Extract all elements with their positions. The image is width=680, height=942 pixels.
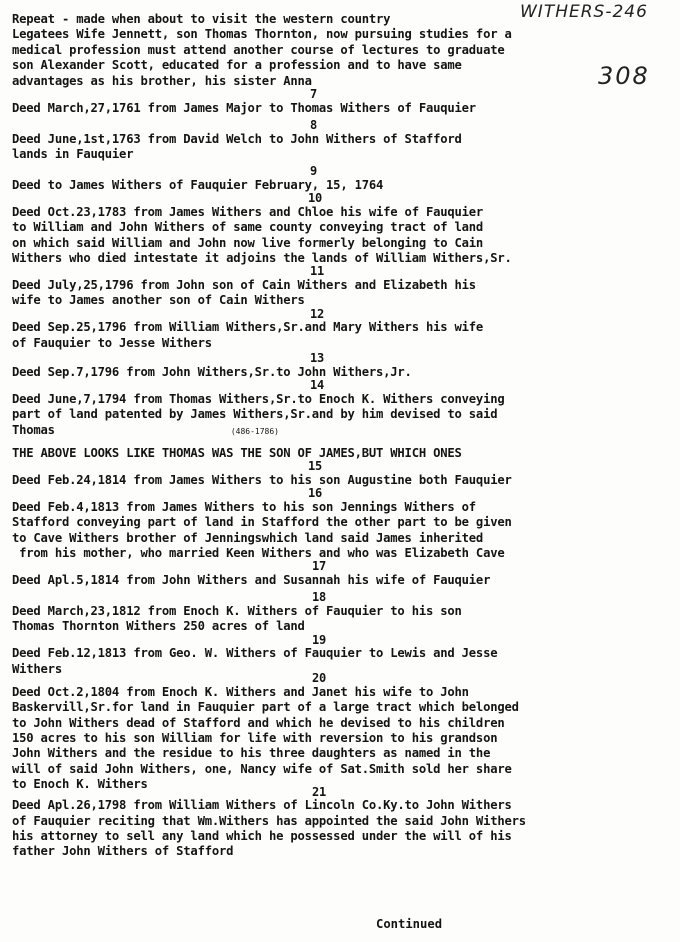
text-line: medical profession must attend another course of lectures to graduate bbox=[12, 42, 505, 57]
deed-entry bbox=[12, 561, 674, 588]
entry-number: 12 bbox=[310, 306, 325, 321]
text-line: Withers bbox=[12, 661, 62, 676]
text-line: Deed Oct.2,1804 from Enoch K. Withers and Janet his wife to John bbox=[12, 684, 469, 699]
deed-entry bbox=[12, 488, 674, 561]
entry-number: 20 bbox=[312, 671, 327, 686]
text-line: advantages as his brother, his sister Anna bbox=[12, 73, 312, 88]
text-line: to John Withers dead of Stafford and which he devised to his children bbox=[12, 715, 505, 730]
text-line: Thomas Thornton Withers 250 acres of land bbox=[12, 619, 305, 634]
text-line: on which said William and John now live formerly belonging to Cain bbox=[12, 235, 484, 250]
entry-number: 15 bbox=[308, 459, 323, 474]
text-line: Deed Apl.5,1814 from John Withers and Susannah his wife of Fauquier bbox=[12, 573, 491, 588]
text-line bbox=[12, 423, 674, 438]
entry-number: 9 bbox=[310, 164, 318, 179]
text-line: to Enoch K. Withers bbox=[12, 777, 148, 792]
text-line: son Alexander Scott, educated for a profession and to have same bbox=[12, 58, 462, 73]
deed-entry bbox=[12, 673, 674, 792]
deed-entry bbox=[12, 461, 674, 488]
text-line: THE ABOVE LOOKS LIKE THOMAS WAS THE SON OF JAMES,BUT WHICH ONES bbox=[12, 445, 462, 460]
continued-label: Continued bbox=[376, 917, 443, 931]
document-body bbox=[12, 12, 674, 860]
deed-entry bbox=[12, 86, 674, 116]
entry-number: 11 bbox=[310, 264, 325, 279]
text-line: Deed June,1st,1763 from David Welch to John Withers of Stafford bbox=[12, 131, 462, 146]
text-line: Repeat - made when about to visit the western country bbox=[12, 12, 391, 26]
deed-entry bbox=[12, 306, 674, 351]
text-line: Deed July,25,1796 from John son of Cain Withers and Elizabeth his bbox=[12, 278, 476, 293]
intro-paragraph bbox=[12, 12, 674, 89]
text-line: from his mother, who married Keen Withers and who was Elizabeth Cave bbox=[12, 546, 505, 561]
text-line: to William and John Withers of same county conveying tract of land bbox=[12, 220, 484, 235]
text-line: Stafford conveying part of land in Stafford the other part to be given bbox=[12, 515, 512, 530]
text-line: will of said John Withers, one, Nancy wife of Sat.Smith sold her share bbox=[12, 761, 512, 776]
text-line: Deed Feb.4,1813 from James Withers to his son Jennings Withers of bbox=[12, 499, 476, 514]
remark-line bbox=[12, 446, 674, 461]
text-line: Deed Sep.7,1796 from John Withers,Sr.to John Withers,Jr. bbox=[12, 364, 412, 379]
deed-entry bbox=[12, 380, 674, 438]
text-line: of Fauquier to Jesse Withers bbox=[12, 335, 212, 350]
deed-entry bbox=[12, 632, 674, 677]
text-line: father John Withers of Stafford bbox=[12, 844, 234, 859]
deed-entry bbox=[12, 353, 674, 380]
text-line: Deed Apl.26,1798 from William Withers of Lincoln Co.Ky.to John Withers bbox=[12, 798, 512, 813]
entry-number: 14 bbox=[310, 378, 325, 393]
text-line: Deed to James Withers of Fauquier February, 15, 1764 bbox=[12, 177, 384, 192]
text-line: part of land patented by James Withers,Sr.and by him devised to said bbox=[12, 407, 498, 422]
text-line: Deed Feb.12,1813 from Geo. W. Withers of Fauquier to Lewis and Jesse bbox=[12, 646, 498, 661]
entry-number: 8 bbox=[310, 117, 318, 132]
text-line: lands in Fauquier bbox=[12, 146, 134, 161]
handwritten-page-number: 308 bbox=[598, 62, 650, 90]
deed-entry bbox=[12, 117, 674, 162]
deed-entry bbox=[12, 592, 674, 634]
handwritten-label: WITHERS-246 bbox=[520, 2, 648, 22]
text-line: Withers who died intestate it adjoins the lands of William Withers,Sr. bbox=[12, 251, 512, 266]
entry-number: 10 bbox=[308, 191, 323, 206]
text-line: wife to James another son of Cain Withers bbox=[12, 293, 305, 308]
deed-entry bbox=[12, 266, 674, 308]
text-line: Deed Feb.24,1814 from James Withers to his son Augustine both Fauquier bbox=[12, 472, 512, 487]
text-line-part: Thomas bbox=[12, 422, 55, 437]
entry-number: 21 bbox=[312, 784, 327, 799]
text-line: 150 acres to his son William for life with reversion to his grandson bbox=[12, 730, 498, 745]
entry-number: 19 bbox=[312, 632, 327, 647]
entry-number: 16 bbox=[308, 486, 323, 501]
text-line: Legatees Wife Jennett, son Thomas Thornton, now pursuing studies for a bbox=[12, 27, 512, 42]
entry-number: 17 bbox=[312, 559, 327, 574]
text-line: Deed Oct.23,1783 from James Withers and Chloe his wife of Fauquier bbox=[12, 204, 484, 219]
text-line: Deed March,27,1761 from James Major to Thomas Withers of Fauquier bbox=[12, 100, 476, 115]
deed-entry bbox=[12, 166, 674, 193]
text-line: Deed Sep.25,1796 from William Withers,Sr.and Mary Withers his wife bbox=[12, 320, 484, 335]
text-line: of Fauquier reciting that Wm.Withers has appointed the said John Withers bbox=[12, 813, 526, 828]
bracketed-note: (486-1786) bbox=[230, 426, 279, 436]
text-line: his attorney to sell any land which he possessed under the will of his bbox=[12, 828, 512, 843]
text-line: Deed June,7,1794 from Thomas Withers,Sr.to Enoch K. Withers conveying bbox=[12, 391, 505, 406]
text-line: John Withers and the residue to his three daughters as named in the bbox=[12, 746, 491, 761]
deed-entry bbox=[12, 193, 674, 266]
entry-number: 13 bbox=[310, 351, 325, 366]
text-line: Baskervill,Sr.for land in Fauquier part of a large tract which belonged bbox=[12, 700, 519, 715]
entry-number: 18 bbox=[312, 590, 327, 605]
text-line: to Cave Withers brother of Jenningswhich land said James inherited bbox=[12, 530, 484, 545]
text-line: Deed March,23,1812 from Enoch K. Withers of Fauquier to his son bbox=[12, 604, 462, 619]
entry-number: 7 bbox=[310, 86, 318, 101]
